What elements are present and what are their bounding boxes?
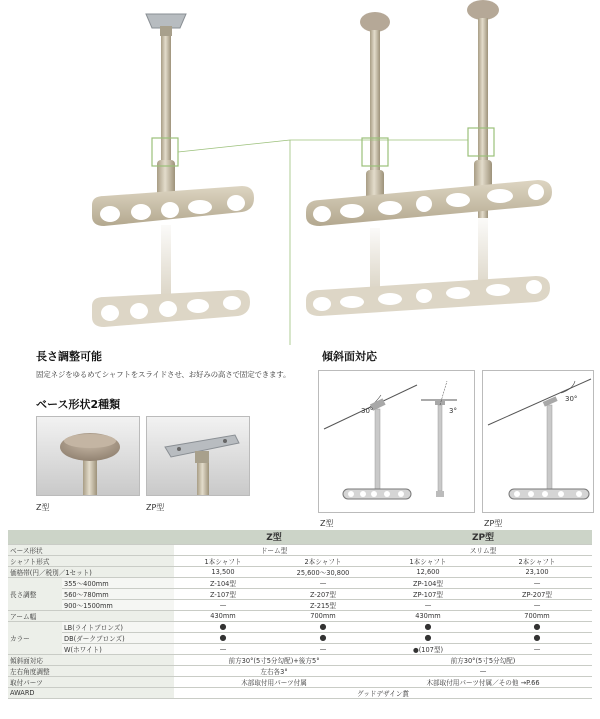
- row-sub-label: 560〜780mm: [62, 588, 174, 599]
- row-sub-label: LB(ライトブロンズ): [62, 621, 174, 632]
- slope-caption-zp: ZP型: [484, 519, 503, 528]
- cell: 前方30°(5寸5分勾配)+後方5°: [174, 654, 374, 665]
- table-row: [8, 654, 592, 665]
- cell: ●: [272, 621, 374, 632]
- cell: 12,600: [374, 566, 482, 577]
- cell: —: [272, 577, 374, 588]
- cell: Z-215型: [272, 599, 374, 610]
- base-caption-z: Z型: [36, 503, 50, 512]
- cell: 25,600〜30,800: [272, 566, 374, 577]
- base-caption-zp: ZP型: [146, 503, 165, 512]
- row-label: ベース形状: [8, 544, 174, 555]
- row-label: アーム幅: [8, 610, 174, 621]
- spec-table: [8, 530, 592, 699]
- cell: 木部取付用パーツ付属／その他 →P.66: [374, 676, 592, 687]
- cell: —: [482, 599, 592, 610]
- row-label: シャフト形式: [8, 555, 174, 566]
- slope-zp-angle: 30°: [565, 395, 578, 403]
- cell: スリム型: [374, 544, 592, 555]
- cell: ●: [482, 632, 592, 643]
- cell: 1本シャフト: [174, 555, 272, 566]
- cell: ●: [272, 632, 374, 643]
- cell: 木部取付用パーツ付属: [174, 676, 374, 687]
- cell: Z-104型: [174, 577, 272, 588]
- slope-z-angle-left: 30°: [361, 407, 374, 415]
- base-title: ベース形状2種類: [36, 398, 121, 411]
- row-group-label: 長さ調整: [8, 577, 62, 610]
- row-sub-label: 900〜1500mm: [62, 599, 174, 610]
- slope-diagram-z: [318, 370, 475, 513]
- row-label: 左右角度調整: [8, 665, 174, 676]
- cell: —: [174, 643, 272, 654]
- slope-z-angle-right: 3°: [449, 407, 457, 415]
- cell: ●: [174, 621, 272, 632]
- cell: Z-207型: [272, 588, 374, 599]
- cell: —: [174, 599, 272, 610]
- table-row: [8, 676, 592, 687]
- spec-header-row: [8, 530, 592, 544]
- cell: —: [374, 599, 482, 610]
- cell: ●(107型): [374, 643, 482, 654]
- cell: 2本シャフト: [272, 555, 374, 566]
- cell: 700mm: [272, 610, 374, 621]
- zp-hanger-unit: [92, 14, 254, 327]
- row-sub-label: DB(ダークブロンズ): [62, 632, 174, 643]
- cell: ●: [174, 632, 272, 643]
- table-row: [8, 687, 592, 698]
- cell: —: [272, 643, 374, 654]
- slope-title: 傾斜面対応: [322, 350, 377, 363]
- table-row: [8, 599, 592, 610]
- row-sub-label: 355〜400mm: [62, 577, 174, 588]
- row-label: 傾斜面対応: [8, 654, 174, 665]
- cell: —: [374, 665, 592, 676]
- table-row: [8, 632, 592, 643]
- table-row: [8, 621, 592, 632]
- cell: ZP-207型: [482, 588, 592, 599]
- length-title: 長さ調整可能: [36, 350, 102, 363]
- cell: 700mm: [482, 610, 592, 621]
- cell: Z-107型: [174, 588, 272, 599]
- cell: 2本シャフト: [482, 555, 592, 566]
- table-row: [8, 566, 592, 577]
- cell: ZP-107型: [374, 588, 482, 599]
- cell: 430mm: [174, 610, 272, 621]
- cell: ●: [374, 632, 482, 643]
- base-photo-zp: [146, 416, 250, 496]
- product-illustration: [0, 0, 600, 345]
- cell: ●: [482, 621, 592, 632]
- row-sub-label: W(ホワイト): [62, 643, 174, 654]
- cell: 前方30°(5寸5分勾配): [374, 654, 592, 665]
- cell: —: [482, 577, 592, 588]
- base-photo-z: [36, 416, 140, 496]
- row-label: 取付パーツ: [8, 676, 174, 687]
- slope-caption-z: Z型: [320, 519, 334, 528]
- z-hanger-unit: [306, 0, 552, 316]
- cell: —: [482, 643, 592, 654]
- table-row: [8, 588, 592, 599]
- row-group-label: カラー: [8, 621, 62, 654]
- cell: 左右各3°: [174, 665, 374, 676]
- table-row: [8, 577, 592, 588]
- row-label: 価格帯(円／税別／1セット): [8, 566, 174, 577]
- cell: ●: [374, 621, 482, 632]
- cell: 430mm: [374, 610, 482, 621]
- table-row: [8, 544, 592, 555]
- cell: 13,500: [174, 566, 272, 577]
- spec-header-zp: ZP型: [374, 530, 592, 544]
- slope-diagram-zp: [482, 370, 594, 513]
- cell: 1本シャフト: [374, 555, 482, 566]
- cell: グッドデザイン賞: [174, 687, 592, 698]
- table-row: [8, 665, 592, 676]
- table-row: [8, 643, 592, 654]
- row-label: AWARD: [8, 687, 174, 698]
- spec-header-z: Z型: [174, 530, 374, 544]
- cell: 23,100: [482, 566, 592, 577]
- table-row: [8, 555, 592, 566]
- cell: ドーム型: [174, 544, 374, 555]
- table-row: [8, 610, 592, 621]
- length-description: 固定ネジをゆるめてシャフトをスライドさせ、お好みの高さで固定できます。: [36, 370, 291, 379]
- cell: ZP-104型: [374, 577, 482, 588]
